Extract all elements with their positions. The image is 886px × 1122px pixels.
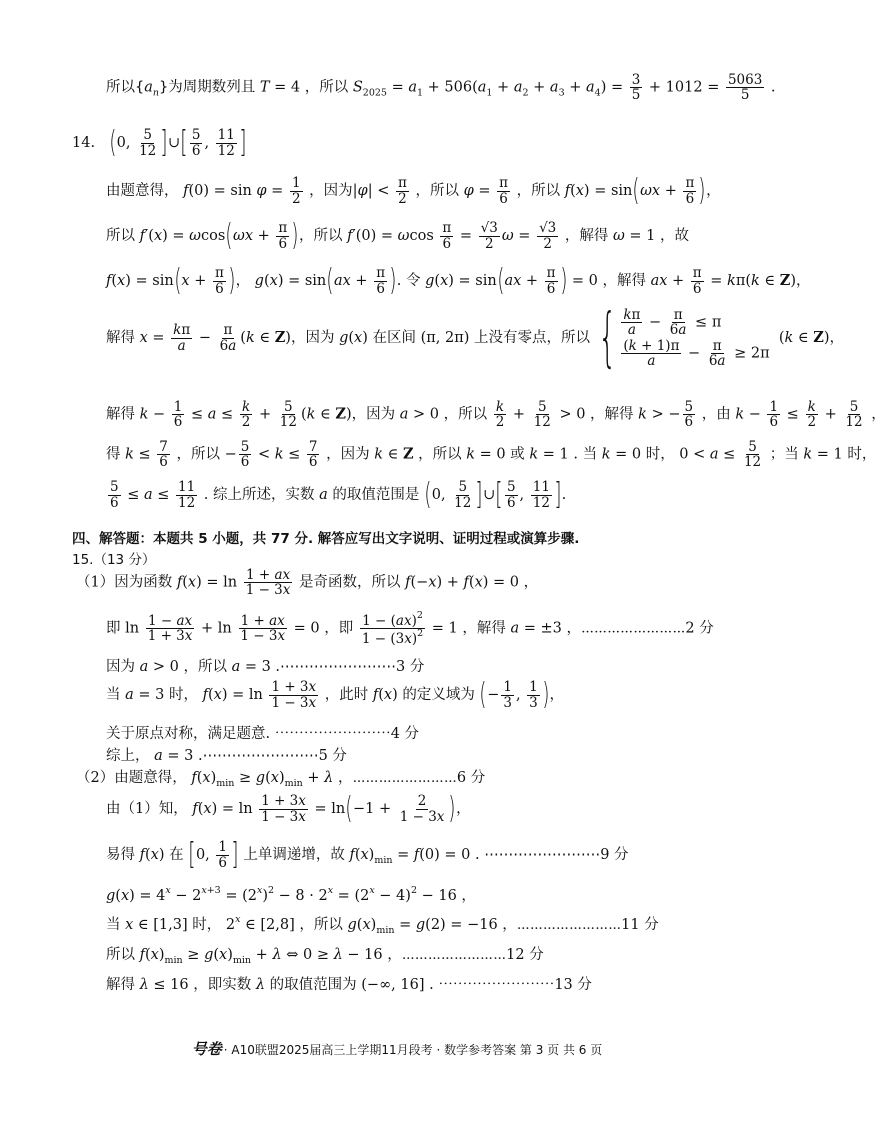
- q15-part2-line1: （2）由题意得， $f(x)_{min} \ge g(x)_{min} + \lambda$ ，⋯⋯⋯⋯⋯⋯⋯⋯6 分: [76, 770, 486, 789]
- q15-part2-line7: 解得 λ ≤ 16 ，即实数 λ 的取值范围为 (−∞, 16] . ⋯⋯⋯⋯⋯⋯⋯⋯13 分: [106, 977, 592, 993]
- solution-line-3: f(x) = sin(x + $\frac{\pi}{6}$ )， g(x) = sin(ax + $\frac{\pi}{6}$ ). 令 g(x) = sin(ax + $\frac{\pi}{6}$ ) = 0 ，解得 ax + $\frac{\pi}{6}$ = kπ(k ∈ Z)，: [106, 263, 811, 298]
- q15-part1-line2: 即 ln $\frac{1 - ax}{1 + 3x}$ + ln $\frac{1 + ax}{1 - 3x}$ = 0 ，即 $\frac{1 - (ax)^2}{1 - (3x)^2}$ = 1 ，解得 a = ±3 ，⋯⋯⋯⋯⋯⋯⋯⋯2 分: [106, 610, 714, 648]
- footer-text: · A10联盟2025届高三上学期11月段考 · 数学参考答案 第 3 页 共 6 页: [223, 1043, 603, 1057]
- q15-part2-line5: 当 x ∈ [1,3] 时， 2$^x$ ∈ [2,8] ，所以 $g(x)_{min} = g(2) = -16$ ，⋯⋯⋯⋯⋯⋯⋯⋯11 分: [106, 914, 659, 936]
- section-heading: 四、解答题：本题共 5 小题，共 77 分. 解答应写出文字说明、证明过程或演算步骤.: [72, 531, 580, 547]
- logo: 号卷: [191, 1040, 222, 1058]
- solution-line-6: 得 k ≤ $\frac{7}{6}$ ，所以 − $\frac{5}{6}$ < k ≤ $\frac{7}{6}$ ，因为 k ∈ Z ，所以 k = 0 或 k = 1 . 当 k = 0 时， 0 < a ≤ $\frac{5}{12}$ ；当 k = 1 时，: [106, 439, 877, 471]
- solution-line-4: 解得 x = $\frac{k\pi}{a}$ − $\frac{\pi}{6a}$ (k ∈ Z)，因为 g(x) 在区间 (π, 2π) 上没有零点，所以 { $\frac{k\pi}{a}$ − $\frac{\pi}{6a}$ ≤ π $\frac{(k + 1)\pi}{a}$ − $\frac{\pi}{6a}$ ≥ 2π (k ∈ Z)，: [106, 301, 845, 375]
- solution-line-1: 由题意得， f(0) = sin φ = $\frac{1}{2}$ ，因为|φ| < $\frac{\pi}{2}$ ，所以 φ = $\frac{\pi}{6}$ ，所以 f(x) = sin(ωx + $\frac{\pi}{6}$ )，: [106, 173, 721, 208]
- solution-line-2: 所以 f′(x) = ωcos(ωx + $\frac{\pi}{6}$ )，所以 f′(0) = ωcos $\frac{\pi}{6}$ = $\frac{√3}{2}$ ω = $\frac{√3}{2}$ ，解得 ω = 1 ，故: [106, 218, 690, 253]
- q15-part1-line6: 综上， a = 3 .⋯⋯⋯⋯⋯⋯⋯⋯5 分: [106, 748, 347, 764]
- q15-part2-line2: 由（1）知， f(x) = ln $\frac{1 + 3x}{1 - 3x}$ = ln(−1 + $\frac{2}{1 - 3x}$ )，: [106, 791, 471, 826]
- q15-part2-line6: 所以 $f(x)_{min} \ge g(x)_{min} + \lambda$ ⇔ 0 ≥ λ − 16 ，⋯⋯⋯⋯⋯⋯⋯⋯12 分: [106, 947, 544, 966]
- page-footer: [0, 1038, 794, 1059]
- q15-part1-line3: 因为 a > 0 ，所以 a = 3 .⋯⋯⋯⋯⋯⋯⋯⋯3 分: [106, 659, 425, 675]
- q15-part2-line3: 易得 f(x) 在 [0, $\frac{1}{6}$ ] 上单调递增，故 $f(x)_{min} = f(0) = 0$ . ⋯⋯⋯⋯⋯⋯⋯⋯9 分: [106, 837, 629, 872]
- q15-part2-line4: $g(x) = 4^x - 2^{x+3} = (2^x)^2 - 8 \cdot 2^x = (2^x - 4)^2 - 16$ ，: [106, 885, 476, 904]
- line-period-sum: 所以$\{a_n\}$为周期数列且 T = 4 ，所以 $S_{2025} = a_1 + 506(a_1 + a_2 + a_3 + a_4)$ = $\frac{3}{5}$ + 1012 = $\frac{5063}{5}$ .: [106, 72, 776, 104]
- solution-line-5: 解得 k − $\frac{1}{6}$ ≤ a ≤ $\frac{k}{2}$ + $\frac{5}{12}$ (k ∈ Z)，因为 a > 0 ，所以 $\frac{k}{2}$ + $\frac{5}{12}$ > 0 ，解得 k > − $\frac{5}{6}$ ，由 k − $\frac{1}{6}$ ≤ $\frac{k}{2}$ + $\frac{5}{12}$ ，: [106, 399, 886, 431]
- q15-part1-line1: （1）因为函数 f(x) = ln $\frac{1 + ax}{1 - 3x}$ 是奇函数，所以 f(−x) + f(x) = 0 ，: [76, 567, 539, 599]
- q14-answer: 14. (0, $\frac{5}{12}$ ]∪[ $\frac{5}{6}$ , $\frac{11}{12}$ ]: [72, 125, 247, 160]
- q15-label: 15.（13 分）: [72, 552, 156, 568]
- q15-part1-line5: 关于原点对称，满足题意. ⋯⋯⋯⋯⋯⋯⋯⋯4 分: [106, 726, 420, 742]
- solution-line-7: $\frac{5}{6}$ ≤ a ≤ $\frac{11}{12}$ . 综上所述，实数 a 的取值范围是 (0, $\frac{5}{12}$ ]∪[ $\frac{5}{6}$ , $\frac{11}{12}$ ].: [110, 477, 567, 512]
- q15-part1-line4: 当 a = 3 时， f(x) = ln $\frac{1 + 3x}{1 - 3x}$ ，此时 f(x) 的定义域为 (− $\frac{1}{3}$ , $\frac{1}{3}$ )，: [106, 677, 564, 712]
- q14-label: 14.: [72, 135, 96, 151]
